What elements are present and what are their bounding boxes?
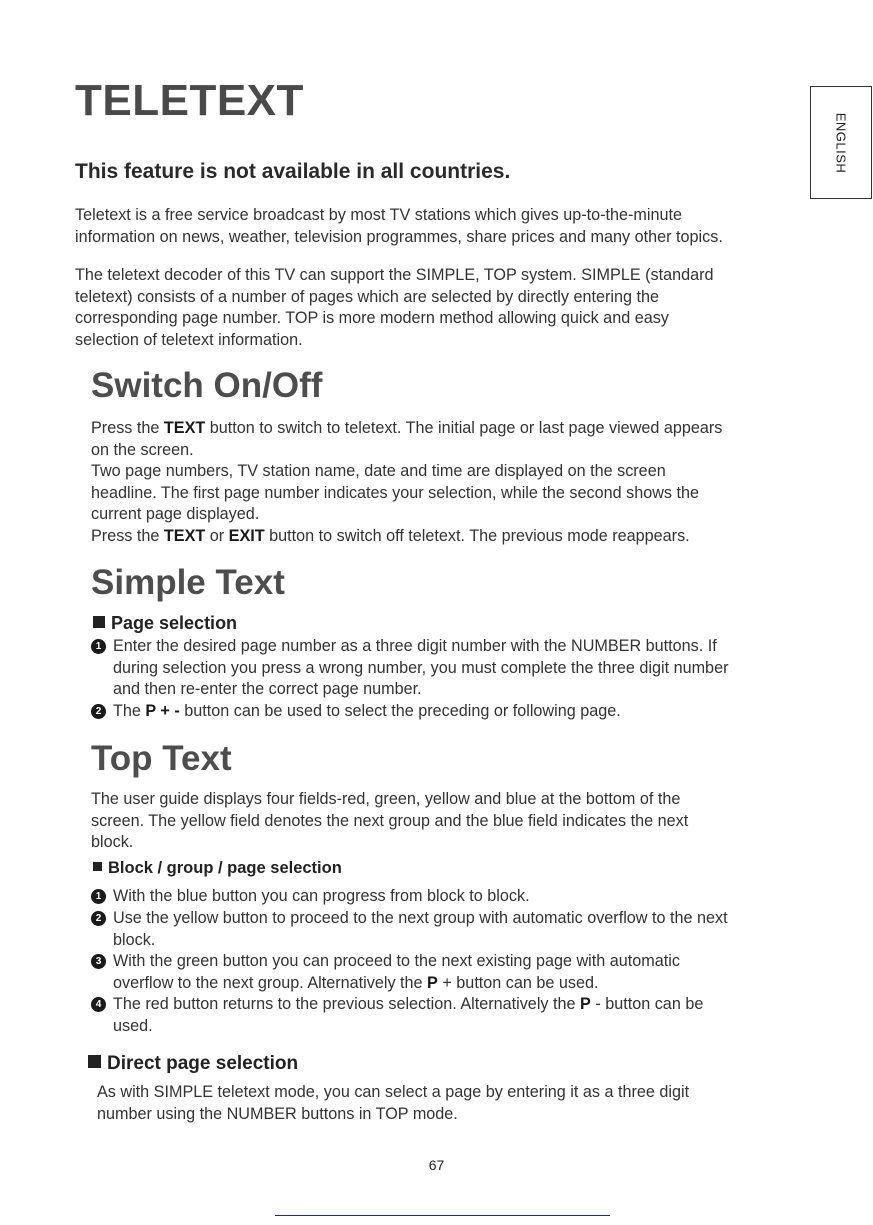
list-item: 1 With the blue button you can progress from block to block. xyxy=(91,886,811,908)
text-key: TEXT xyxy=(163,419,206,437)
number-1-icon: 1 xyxy=(91,639,106,654)
language-tab xyxy=(810,86,872,199)
text-key: TEXT xyxy=(163,526,206,545)
block-group-page-selection-heading: Block / group / page selection xyxy=(93,859,342,878)
text-line: The user guide displays four fields-red, green, yellow and blue at the bottom of the xyxy=(91,790,681,808)
switch-on-off-heading: Switch On/Off xyxy=(91,366,323,405)
top-text-heading: Top Text xyxy=(91,739,232,778)
text-line: information on news, weather, television programmes, share prices and many other topics. xyxy=(75,227,723,246)
text-line: teletext) consists of a number of pages which are selected by directly entering the xyxy=(75,287,659,306)
page-title: TELETEXT xyxy=(75,76,304,125)
square-bullet-icon xyxy=(93,862,102,871)
text-line: Two page numbers, TV station name, date and time are displayed on the screen xyxy=(91,462,666,480)
list-item: 3 With the green button you can proceed to the next existing page with automatic overflow to the next group. Alternatively the P + button can be used. xyxy=(91,951,811,994)
text-line: screen. The yellow field denotes the next group and the blue field indicates the next xyxy=(91,811,689,830)
list-item: 2 The P + - button can be used to select the preceding or following page. xyxy=(91,701,811,723)
number-2-icon: 2 xyxy=(91,704,106,719)
list-item: 2 Use the yellow button to proceed to the next group with automatic overflow to the next block. xyxy=(91,908,811,951)
simple-text-heading: Simple Text xyxy=(91,563,285,602)
text-line: on the screen. xyxy=(91,440,194,459)
page-number: 67 xyxy=(428,1157,445,1173)
intro-paragraph-2 xyxy=(75,265,800,351)
text-line: Teletext is a free service broadcast by most TV stations which gives up-to-the-minute xyxy=(75,206,682,224)
switch-on-off-body xyxy=(91,418,811,547)
text-line: current page displayed. xyxy=(91,505,260,523)
number-2-icon: 2 xyxy=(91,911,106,926)
intro-paragraph-1 xyxy=(75,205,815,248)
list-item: 1 Enter the desired page number as a three digit number with the NUMBER buttons. If during selection you press a wrong number, you must complete the three digit number and then re-enter the correct page number. xyxy=(91,636,811,701)
text-line: Press the TEXT or EXIT button to switch off teletext. The previous mode reappears. xyxy=(91,526,690,545)
text-line: headline. The first page number indicates your selection, while the second shows the xyxy=(91,483,699,502)
text-line: selection of teletext information. xyxy=(75,330,303,349)
footer-divider xyxy=(275,1215,610,1216)
number-4-icon: 4 xyxy=(91,997,106,1012)
text-line: Press the TEXT button to switch to teletext. The initial page or last page viewed appears xyxy=(91,419,723,437)
text-line: As with SIMPLE teletext mode, you can select a page by entering it as a three digit xyxy=(97,1083,690,1101)
number-1-icon: 1 xyxy=(91,889,106,904)
page-selection-heading: Page selection xyxy=(93,613,237,634)
text-line: block. xyxy=(91,833,134,851)
direct-page-selection-body xyxy=(97,1082,797,1125)
language-tab-label: ENGLISH xyxy=(833,112,849,173)
text-line: The teletext decoder of this TV can support the SIMPLE, TOP system. SIMPLE (standard xyxy=(75,266,714,284)
text-line: number using the NUMBER buttons in TOP mode. xyxy=(97,1104,458,1123)
number-3-icon: 3 xyxy=(91,954,106,969)
direct-page-selection-heading: Direct page selection xyxy=(88,1053,298,1075)
list-item: 4 The red button returns to the previous selection. Alternatively the P - button can be used. xyxy=(91,994,811,1037)
availability-note: This feature is not available in all countries. xyxy=(75,160,511,183)
exit-key: EXIT xyxy=(228,526,265,545)
text-line: corresponding page number. TOP is more modern method allowing quick and easy xyxy=(75,309,669,327)
top-text-body xyxy=(91,789,791,854)
square-bullet-icon xyxy=(93,616,105,628)
square-bullet-icon xyxy=(88,1055,101,1068)
